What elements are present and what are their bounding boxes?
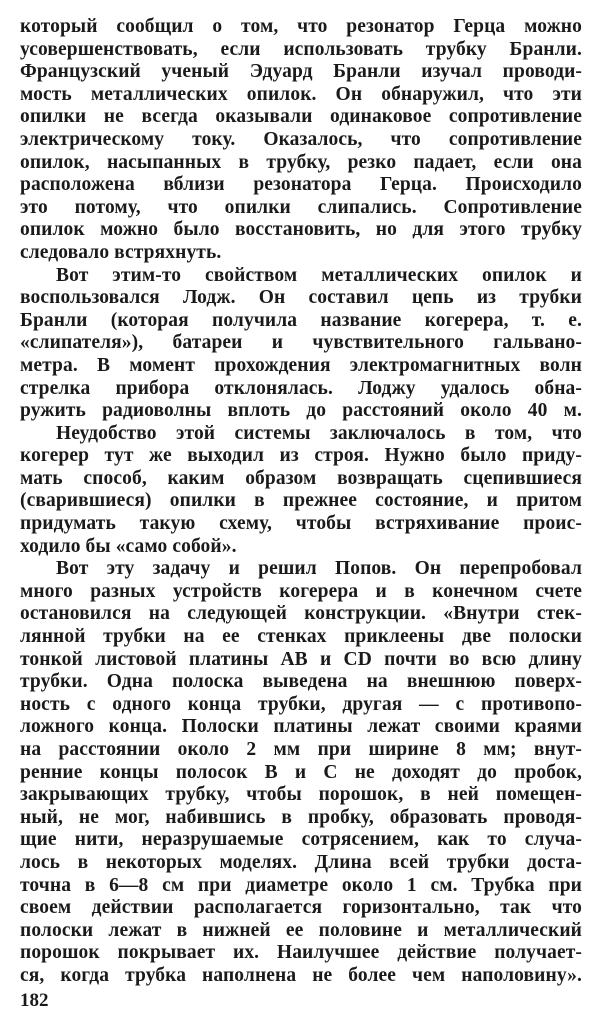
text-line: воспользовался Лодж. Он составил цепь из трубки [20,287,582,309]
text-line: Вот этим-то свойством металлических опилок и [56,264,582,286]
text-line: стрелка прибора отклонялась. Лоджу удалось обна- [20,377,582,399]
text-line: закрывающих трубку, чтобы порошок, в ней помещен- [20,784,582,806]
text-line: мать способ, каким образом возвращать сцепившиеся [20,467,582,489]
text-line: это потому, что опилки слипались. Сопротивление [20,196,582,218]
text-line: опилок, насыпанных в трубку, резко падает, если она [20,151,582,173]
text-line: Французский ученый Эдуард Бранли изучал проводи- [20,61,582,83]
text-line: опилок можно было восстановить, но для этого трубку [20,219,582,241]
text-line: остановился на следующей конструкции. «Внутри стек- [20,603,582,625]
text-line: Неудобство этой системы заключалось в том, что [56,422,582,444]
body-text [20,16,582,988]
text-line: ложного конца. Полоски платины лежат своими краями [20,716,582,738]
text-line: Вот эту задачу и решил Попов. Он перепробовал [56,558,582,580]
text-line: мость металлических опилок. Он обнаружил, что эти [20,83,582,105]
text-line: ходило бы «само собой». [20,535,237,557]
text-line: ный, не мог, набившись в пробку, образовать проводя- [20,806,582,828]
text-line: на расстоянии около 2 мм при ширине 8 мм; внут- [20,739,582,760]
text-line: много разных устройств когерера и в конечном счете [20,580,582,602]
text-line: ность с одного конца трубки, другая — с противопо- [20,693,582,715]
text-line: расположена вблизи резонатора Герца. Происходило [20,174,582,196]
text-line: который сообщил о том, что резонатор Герца можно [20,16,582,37]
text-line: порошок покрывает их. Наилучшее действие получает- [20,942,582,964]
text-line: метра. В момент прохождения электромагнитных волн [20,354,582,376]
text-line: точна в 6—8 см при диаметре около 1 см. Трубка при [20,874,582,896]
text-line: лянной трубки на ее стенках приклеены две полоски [20,626,582,648]
text-line: Бранли (которая получила название когерера, т. е. [20,309,582,331]
paragraph [20,423,582,559]
text-line: усовершенствовать, если использовать трубку Бранли. [20,38,582,60]
text-line: электрическому току. Оказалось, что сопротивление [20,128,582,150]
text-line: щие нити, неразрушаемые сотрясением, как то случа- [20,829,582,851]
text-line: (сварившиеся) опилки в прежнее состояние, и притом [20,490,582,512]
text-line: ренние концы полосок B и C не доходят до пробок, [20,761,582,783]
text-line: когерер тут же выходил из строя. Нужно было приду- [20,445,582,467]
text-line: ружить радиоволны вплоть до расстояний около 40 м. [20,400,582,422]
paragraph [20,265,582,423]
text-line: придумать такую схему, чтобы встряхивание проис- [20,513,582,535]
text-line: своем действии располагается горизонтально, так что [20,897,582,919]
text-line: тонкой листовой платины AB и CD почти во всю длину [20,648,582,670]
text-line: «слипателя»), батареи и чувствительного гальвано- [20,332,582,354]
page-number: 182 [20,990,49,1011]
paragraph [20,558,582,987]
text-line: опилки не всегда оказывали одинаковое сопротивление [20,106,582,128]
text-line: полоски лежат в нижней ее половине и металлический [20,919,582,941]
text-line: ся, когда трубка наполнена не более чем наполовину». [20,964,582,986]
text-line: следовало встряхнуть. [20,241,222,263]
text-line: трубки. Одна полоска выведена на внешнюю поверх- [20,671,582,693]
text-line: лось в некоторых моделях. Длина всей трубки доста- [20,851,582,873]
paragraph [20,16,582,265]
